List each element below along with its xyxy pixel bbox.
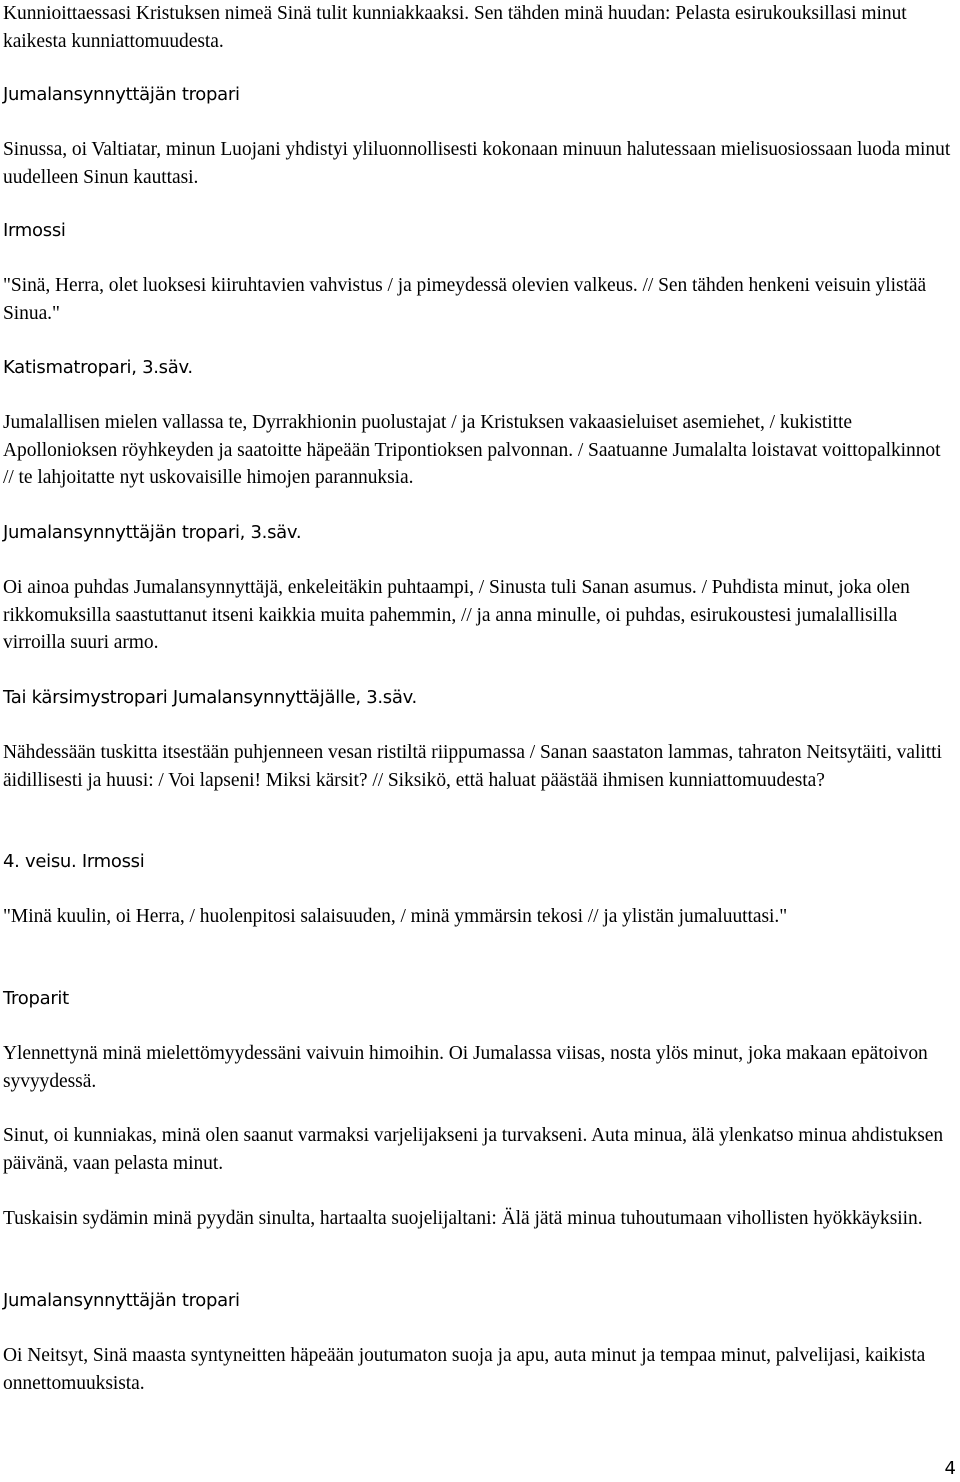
paragraph-troparion-3: Tuskaisin sydämin minä pyydän sinulta, hartaalta suojelijaltani: Älä jätä minua tuhoutumaan vihollisten hyökkäyksiin. bbox=[3, 1208, 923, 1229]
heading-irmos-1: Irmossi bbox=[3, 220, 66, 241]
heading-theotokion-3: Jumalansynnyttäjän tropari bbox=[3, 1290, 240, 1311]
heading-troparia: Troparit bbox=[3, 988, 69, 1009]
paragraph-theotokion-2: Oi ainoa puhdas Jumalansynnyttäjä, enkeleitäkin puhtaampi, / Sinusta tuli Sanan asumus. / Puhdista minut, joka olen rikkomuksilla saastuttanut itseni kaikkia muita pahemmin, // ja anna minulle, oi puhdas, esirukoustesi jumalallisilla virroilla suuri armo. bbox=[3, 577, 910, 653]
paragraph-troparion-1: Ylennettynä minä mielettömyydessäni vaivuin himoihin. Oi Jumalassa viisas, nosta ylös minut, joka makaan epätoivon syvyydessä. bbox=[3, 1043, 928, 1092]
paragraph-theotokion-3: Oi Neitsyt, Sinä maasta syntyneitten häpeään joutumaton suoja ja apu, auta minut ja tempaa minut, palvelijasi, kaikista onnettomuuksista. bbox=[3, 1345, 926, 1394]
heading-ode-4-irmos: 4. veisu. Irmossi bbox=[3, 851, 145, 872]
paragraph-troparion-2: Sinut, oi kunniakas, minä olen saanut varmaksi varjelijakseni ja turvakseni. Auta minua, älä ylenkatso minua ahdistuksen päivänä, vaan pelasta minut. bbox=[3, 1125, 944, 1174]
heading-theotokion-2: Jumalansynnyttäjän tropari, 3.säv. bbox=[3, 522, 302, 543]
page-number: 4 bbox=[944, 1458, 956, 1479]
paragraph-theotokion-1: Sinussa, oi Valtiatar, minun Luojani yhdistyi yliluonnollisesti kokonaan minuun halutessaan mielisuosiossaan luoda minut uudelleen Sinun kauttasi. bbox=[3, 139, 951, 188]
paragraph-ode-4-irmos: "Minä kuulin, oi Herra, / huolenpitosi salaisuuden, / minä ymmärsin tekosi // ja ylistän jumaluuttasi." bbox=[3, 906, 788, 927]
heading-theotokion-1: Jumalansynnyttäjän tropari bbox=[3, 84, 240, 105]
heading-stavrotheotokion: Tai kärsimystropari Jumalansynnyttäjälle, 3.säv. bbox=[3, 687, 417, 708]
heading-kathisma-troparion: Katismatropari, 3.säv. bbox=[3, 357, 193, 378]
paragraph-stavrotheotokion: Nähdessään tuskitta itsestään puhjenneen vesan ristiltä riippumassa / Sanan saastaton lammas, tahraton Neitsytäiti, valitti äidillisesti ja huusi: / Voi lapseni! Miksi kärsit? // Siksikö, että haluat päästää ihmisen kunniattomuudesta? bbox=[3, 742, 942, 791]
paragraph-intro: Kunnioittaessasi Kristuksen nimeä Sinä tulit kunniakkaaksi. Sen tähden minä huudan: Pelasta esirukouksillasi minut kaikesta kunniattomuudesta. bbox=[3, 3, 907, 52]
paragraph-irmos-1: "Sinä, Herra, olet luoksesi kiiruhtavien vahvistus / ja pimeydessä olevien valkeus. // Sen tähden henkeni veisuin ylistää Sinua." bbox=[3, 275, 927, 324]
paragraph-kathisma-troparion: Jumalallisen mielen vallassa te, Dyrrakhionin puolustajat / ja Kristuksen vakaasieluiset asemiehet, / kukistitte Apollonioksen röyhkeyden ja saatoitte häpeään Tripontioksen palvonnan. / Saatuanne Jumalalta loistavat voittopalkinnot // te lahjoitatte nyt uskovaisille himojen parannuksia. bbox=[3, 412, 941, 488]
